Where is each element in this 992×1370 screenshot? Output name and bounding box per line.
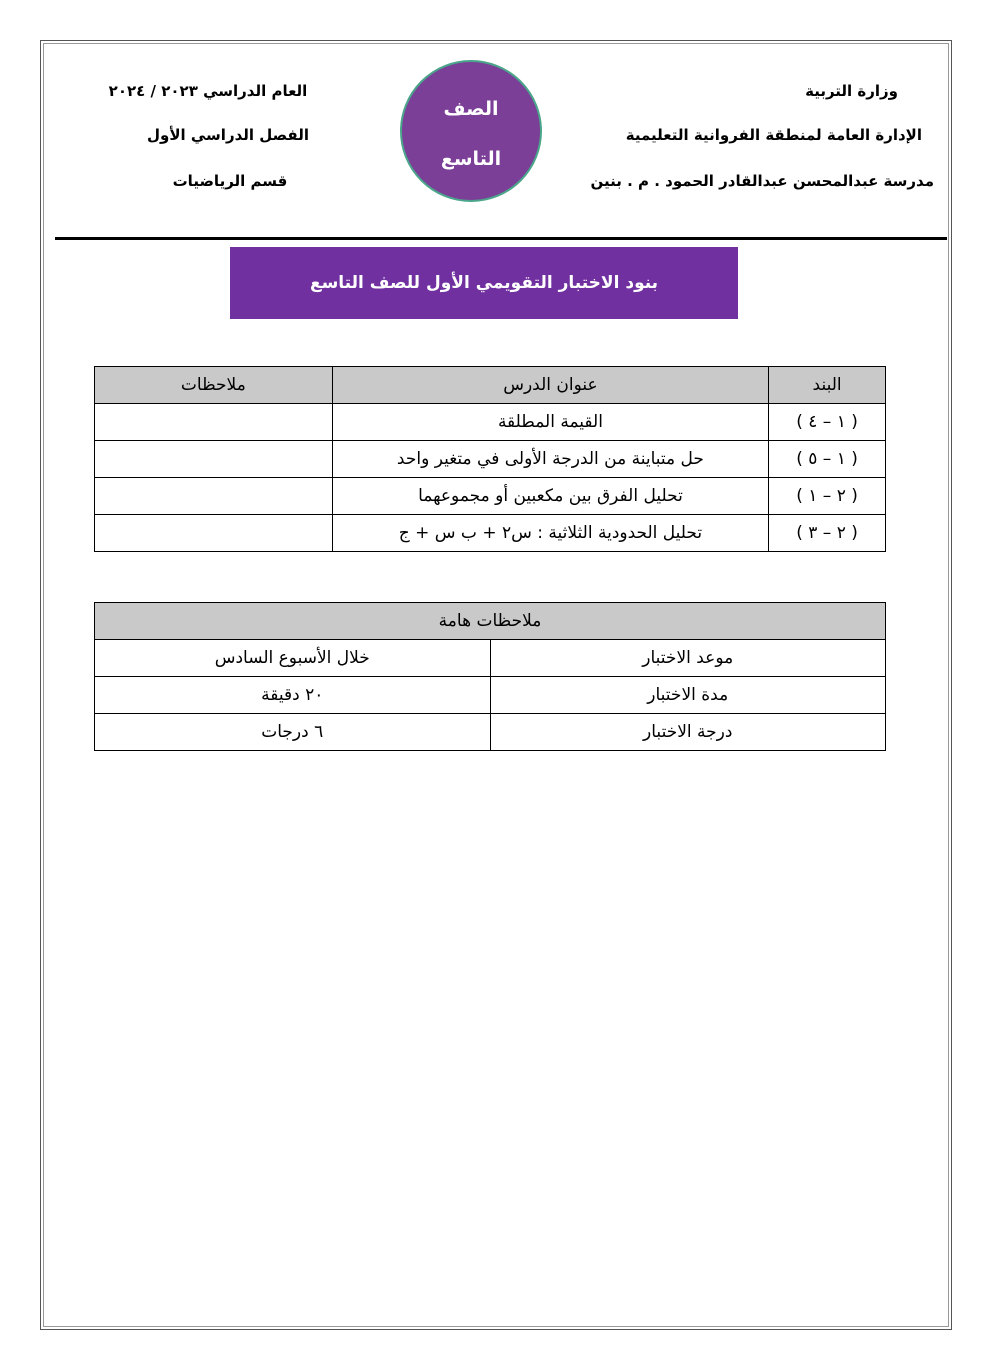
lessons-table (94, 366, 886, 552)
row-item: ( ٢ – ٣ ) (769, 515, 886, 552)
semester: الفصل الدراسي الأول (147, 126, 309, 144)
row-lesson-title: حل متباينة من الدرجة الأولى في متغير واحد (332, 441, 768, 478)
row-lesson-title: القيمة المطلقة (332, 404, 768, 441)
row-notes (95, 441, 333, 478)
department: قسم الرياضيات (172, 172, 288, 190)
note-label: مدة الاختبار (490, 677, 886, 714)
note-value: ٦ درجات (95, 714, 491, 751)
header-item: البند (769, 367, 886, 404)
header-lesson-title: عنوان الدرس (332, 367, 768, 404)
lessons-header-row (95, 367, 886, 404)
school-name: مدرسة عبدالمحسن عبدالقادر الحمود . م . بنين (590, 172, 934, 190)
important-notes-table (94, 602, 886, 751)
table-row (95, 478, 886, 515)
note-label: موعد الاختبار (490, 640, 886, 677)
grade-badge-line2: التاسع (440, 148, 502, 170)
row-notes (95, 515, 333, 552)
note-label: درجة الاختبار (490, 714, 886, 751)
table-row (95, 640, 886, 677)
grade-badge-line1: الصف (443, 98, 499, 120)
row-item: ( ٢ – ١ ) (769, 478, 886, 515)
row-notes (95, 478, 333, 515)
exam-title: بنود الاختبار التقويمي الأول للصف التاسع (309, 273, 659, 293)
row-lesson-title: تحليل الفرق بين مكعبين أو مجموعهما (332, 478, 768, 515)
table-row (95, 404, 886, 441)
table-row (95, 441, 886, 478)
table-row (95, 515, 886, 552)
row-lesson-title: تحليل الحدودية الثلاثية : س٢ + ب س + ج (332, 515, 768, 552)
exam-title-banner (230, 247, 738, 319)
ministry-name: وزارة التربية (805, 82, 898, 100)
table-row (95, 677, 886, 714)
row-notes (95, 404, 333, 441)
notes-header-row (95, 603, 886, 640)
note-value: ٢٠ دقيقة (95, 677, 491, 714)
header-notes: ملاحظات (95, 367, 333, 404)
table-row (95, 714, 886, 751)
grade-badge (400, 60, 542, 202)
important-notes-header: ملاحظات هامة (95, 603, 886, 640)
note-value: خلال الأسبوع السادس (95, 640, 491, 677)
header-divider (55, 237, 947, 240)
directorate-name: الإدارة العامة لمنطقة الفروانية التعليمية (625, 126, 922, 144)
row-item: ( ١ – ٤ ) (769, 404, 886, 441)
academic-year: العام الدراسي ٢٠٢٣ / ٢٠٢٤ (108, 82, 308, 100)
row-item: ( ١ – ٥ ) (769, 441, 886, 478)
